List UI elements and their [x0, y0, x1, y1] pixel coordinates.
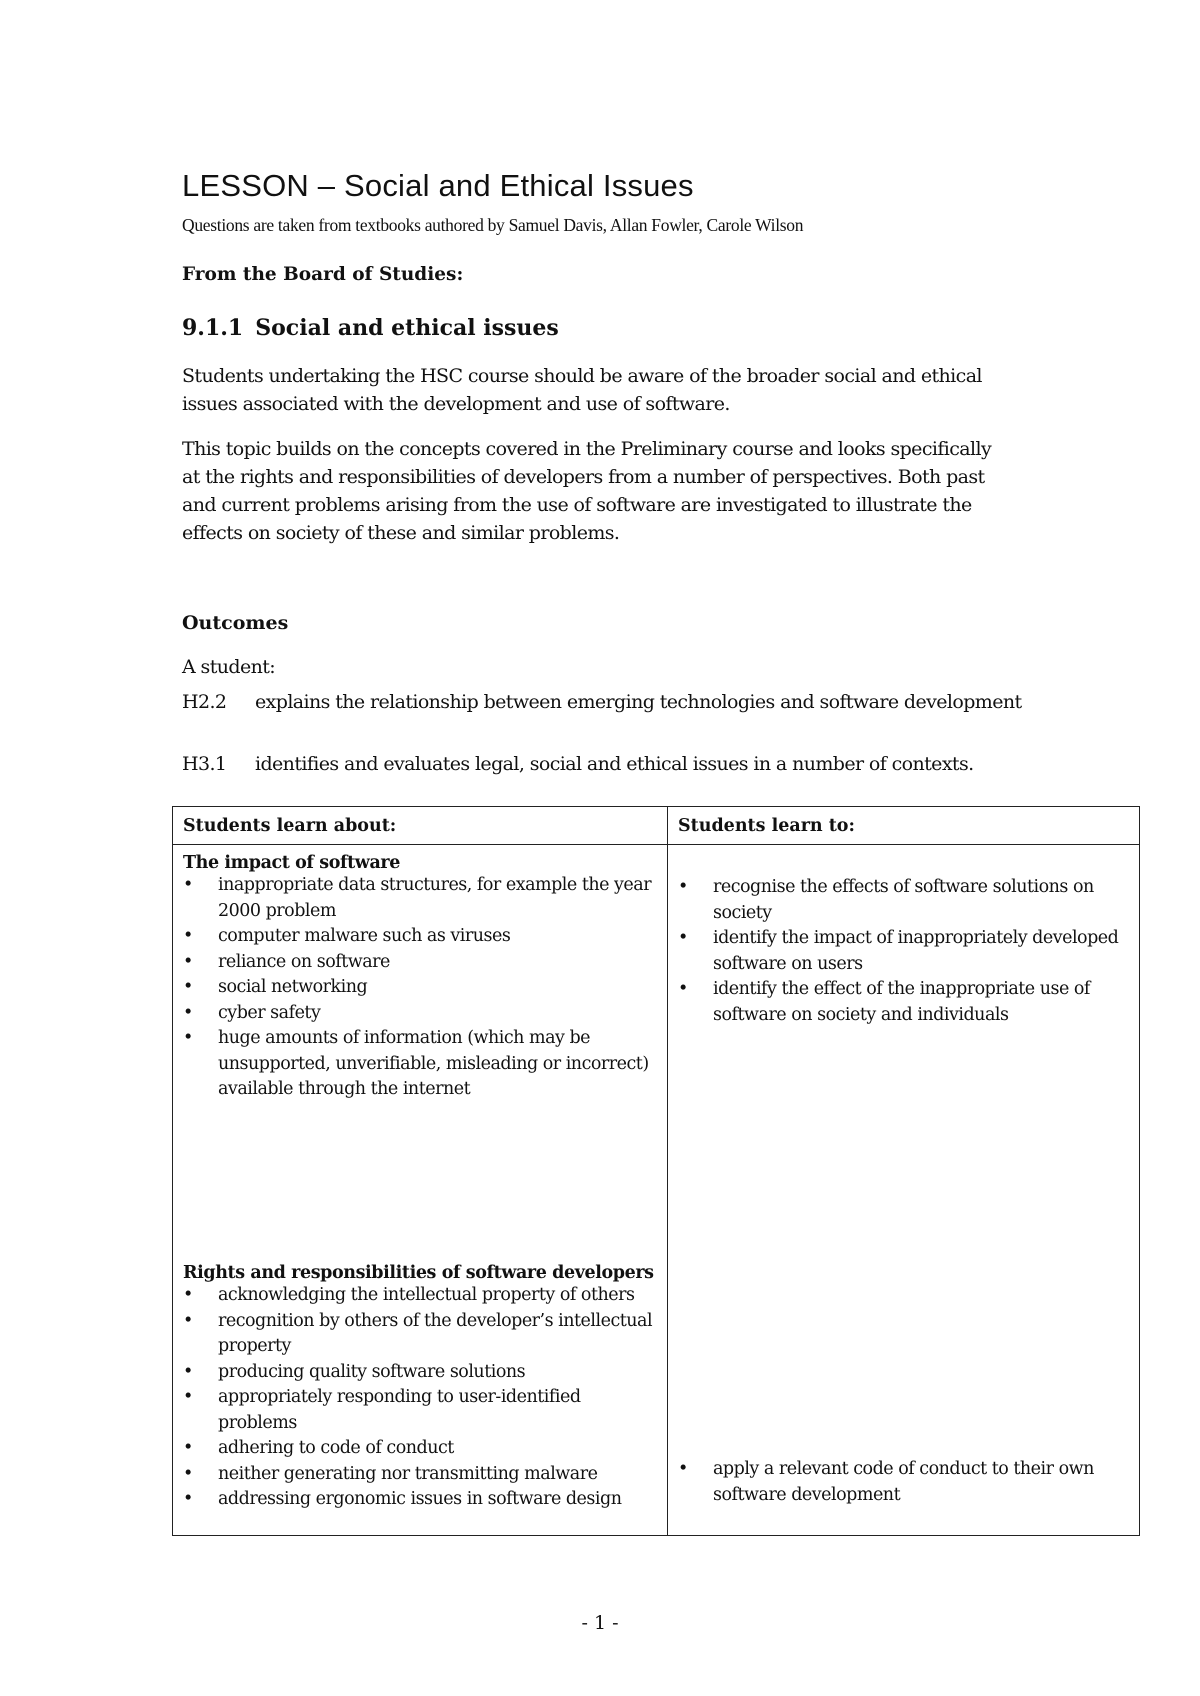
table-header-row	[173, 807, 1140, 845]
list-item: • producing quality software solutions	[183, 1360, 659, 1386]
impact-list	[183, 873, 657, 1103]
section-heading	[182, 315, 559, 341]
list-item: • identify the effect of the inappropriate use of software on society and individuals	[678, 979, 1090, 1025]
rights-group	[183, 1255, 659, 1513]
outcome-text: identifies and evaluates legal, social and ethical issues in a number of contexts.	[255, 753, 974, 775]
list-item: • addressing ergonomic issues in software design	[183, 1487, 659, 1513]
table-body-row	[173, 845, 1140, 1536]
outcome-text: explains the relationship between emerging technologies and software development	[255, 691, 1022, 713]
bullet-icon: •	[183, 951, 193, 972]
list-item: • huge amounts of information (which may be unsupported, unverifiable, misleading or incorrect) available through the internet	[183, 1028, 649, 1099]
bullet-icon: •	[183, 1028, 193, 1048]
bullet-icon: •	[183, 1438, 193, 1458]
subtitle: Questions are taken from textbooks authored by Samuel Davis, Allan Fowler, Carole Wilson	[182, 215, 804, 235]
list-item: • recognition by others of the developer’s intellectual property	[183, 1310, 653, 1356]
bullet-icon: •	[678, 928, 688, 948]
section-title: Social and ethical issues	[255, 315, 559, 341]
list-item: • computer malware such as viruses	[183, 924, 657, 950]
header-learn-about: Students learn about:	[173, 807, 668, 845]
rights-skills-list	[678, 1457, 1131, 1508]
header-learn-to: Students learn to:	[668, 807, 1140, 845]
bullet-icon: •	[183, 1387, 193, 1407]
list-item: • adhering to code of conduct	[183, 1436, 659, 1462]
section-number: 9.1.1	[182, 315, 244, 341]
bullet-icon: •	[183, 1310, 193, 1331]
bullet-icon: •	[183, 926, 193, 946]
bullet-icon: •	[678, 877, 688, 897]
rights-list	[183, 1283, 659, 1513]
impact-skills-list	[678, 875, 1131, 1028]
list-item: • apply a relevant code of conduct to their own software development	[678, 1459, 1094, 1505]
learn-about-cell	[173, 845, 668, 1536]
list-item: • cyber safety	[183, 1001, 657, 1027]
outcome-h3-1	[182, 750, 1042, 778]
list-item: • appropriately responding to user-identified problems	[183, 1387, 581, 1433]
outcome-h2-2	[182, 688, 1042, 716]
bullet-icon: •	[183, 1361, 193, 1382]
bullet-icon: •	[678, 1459, 688, 1479]
bullet-icon: •	[183, 1285, 193, 1305]
outcomes-intro: A student:	[182, 656, 276, 678]
bullet-icon: •	[183, 1463, 193, 1484]
list-item: • social networking	[183, 975, 657, 1001]
outcomes-heading: Outcomes	[182, 612, 289, 634]
bullet-icon: •	[183, 1002, 193, 1023]
list-item: • neither generating nor transmitting malware	[183, 1462, 659, 1488]
syllabus-table	[172, 806, 1140, 1536]
outcome-code: H3.1	[182, 753, 227, 775]
list-item: • reliance on software	[183, 950, 657, 976]
topic-paragraph: This topic builds on the concepts covered in the Preliminary course and looks specifically at the rights and responsibilities of developers from a number of perspectives. Both past and current problems arising from the use of software are investigated to illustrate the effects on society of these and similar problems.	[182, 438, 992, 544]
learn-to-cell	[668, 845, 1140, 1536]
page-title: LESSON – Social and Ethical Issues	[182, 168, 694, 203]
group-title: The impact of software	[183, 853, 400, 873]
outcome-code: H2.2	[182, 691, 227, 713]
board-of-studies-heading: From the Board of Studies:	[182, 264, 464, 285]
bullet-icon: •	[678, 979, 688, 999]
bullet-icon: •	[183, 1489, 193, 1509]
impact-group	[183, 853, 657, 1103]
list-item: • inappropriate data structures, for example the year 2000 problem	[183, 875, 652, 921]
list-item: • recognise the effects of software solutions on society	[678, 877, 1094, 923]
page-number: - 1 -	[581, 1612, 619, 1634]
intro-paragraph: Students undertaking the HSC course should be aware of the broader social and ethical issues associated with the development and use of software.	[182, 365, 982, 415]
group-title: Rights and responsibilities of software developers	[183, 1263, 654, 1283]
list-item: • acknowledging the intellectual property of others	[183, 1283, 659, 1309]
bullet-icon: •	[183, 875, 193, 895]
bullet-icon: •	[183, 977, 193, 997]
list-item: • identify the impact of inappropriately developed software on users	[678, 928, 1119, 974]
